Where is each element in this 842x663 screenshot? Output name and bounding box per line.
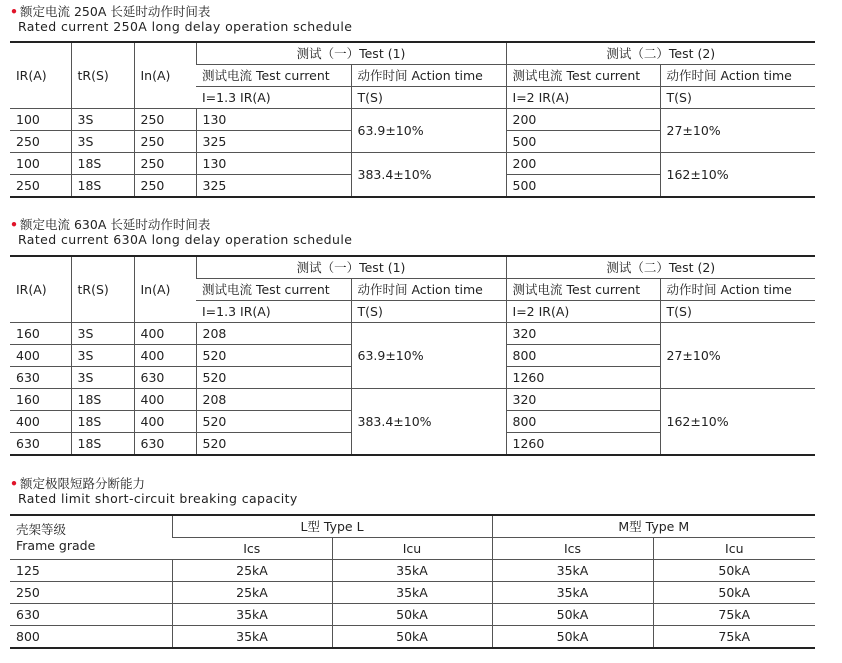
tr-cell: 3S (71, 109, 134, 131)
table-250a (10, 41, 815, 198)
test-current-header: 测试电流 Test current (196, 65, 351, 87)
test-current-cell: 130 (196, 109, 351, 131)
ts-label: T(S) (660, 87, 815, 109)
table-630a (10, 255, 815, 456)
l-ics-cell: 35kA (172, 604, 332, 626)
section2-title-zh: 额定电流 630A 长延时动作时间表 (20, 217, 211, 232)
tr-cell: 18S (71, 153, 134, 175)
tr-cell: 18S (71, 389, 134, 411)
in-cell: 400 (134, 389, 196, 411)
frame-cell: 125 (10, 560, 172, 582)
formula2: I=2 IR(A) (506, 301, 660, 323)
test2-header: 测试（二）Test (2) (506, 42, 815, 65)
test-current-cell: 208 (196, 323, 351, 345)
ir-cell: 250 (10, 131, 71, 153)
ir-cell: 160 (10, 323, 71, 345)
icu-header: Icu (653, 538, 815, 560)
l-icu-cell: 50kA (332, 626, 492, 649)
test-current-cell: 325 (196, 175, 351, 198)
m-icu-cell: 50kA (653, 582, 815, 604)
bullet-icon: • (10, 476, 18, 491)
l-ics-cell: 35kA (172, 626, 332, 649)
frame-grade-zh: 壳架等级 (16, 521, 67, 537)
m-icu-cell: 75kA (653, 604, 815, 626)
table-row (10, 153, 815, 175)
tr-cell: 3S (71, 323, 134, 345)
tr-cell: 3S (71, 131, 134, 153)
m-icu-cell: 50kA (653, 560, 815, 582)
ts-label: T(S) (351, 301, 506, 323)
test-current-header: 测试电流 Test current (506, 279, 660, 301)
ir-header: IR(A) (10, 256, 71, 323)
l-icu-cell: 35kA (332, 582, 492, 604)
frame-cell: 250 (10, 582, 172, 604)
tr-header: tR(S) (71, 42, 134, 109)
test-current-cell: 520 (196, 433, 351, 456)
ir-cell: 160 (10, 389, 71, 411)
section3-title-en: Rated limit short-circuit breaking capacity (18, 491, 298, 506)
action-time-cell: 383.4±10% (351, 153, 506, 198)
formula1: I=1.3 IR(A) (196, 87, 351, 109)
test1-header: 测试（一）Test (1) (196, 256, 506, 279)
section3-title (10, 476, 298, 506)
test-current-cell: 500 (506, 131, 660, 153)
action-time-header: 动作时间 Action time (660, 65, 815, 87)
m-icu-cell: 75kA (653, 626, 815, 649)
ir-cell: 400 (10, 345, 71, 367)
table-row (10, 389, 815, 411)
action-time-cell: 27±10% (660, 109, 815, 153)
in-cell: 630 (134, 433, 196, 456)
test-current-cell: 800 (506, 345, 660, 367)
in-cell: 400 (134, 323, 196, 345)
frame-grade-en: Frame grade (16, 537, 96, 553)
in-header: In(A) (134, 42, 196, 109)
tr-header: tR(S) (71, 256, 134, 323)
test-current-cell: 500 (506, 175, 660, 198)
ts-label: T(S) (660, 301, 815, 323)
tr-cell: 18S (71, 411, 134, 433)
test-current-cell: 320 (506, 389, 660, 411)
type-m-header: M型 Type M (492, 515, 815, 538)
action-time-header: 动作时间 Action time (351, 65, 506, 87)
ics-header: Ics (172, 538, 332, 560)
test-current-cell: 1260 (506, 433, 660, 456)
in-cell: 250 (134, 153, 196, 175)
test-current-header: 测试电流 Test current (196, 279, 351, 301)
section3-title-zh: 额定极限短路分断能力 (20, 476, 146, 491)
section1-title-zh: 额定电流 250A 长延时动作时间表 (20, 4, 211, 19)
table-row (10, 626, 815, 649)
l-icu-cell: 50kA (332, 604, 492, 626)
type-l-header: L型 Type L (172, 515, 492, 538)
ir-cell: 630 (10, 367, 71, 389)
in-cell: 250 (134, 109, 196, 131)
action-time-cell: 63.9±10% (351, 109, 506, 153)
test-current-cell: 200 (506, 109, 660, 131)
action-time-cell: 27±10% (660, 323, 815, 389)
formula2: I=2 IR(A) (506, 87, 660, 109)
tr-cell: 18S (71, 175, 134, 198)
test-current-cell: 520 (196, 345, 351, 367)
ics-header: Ics (492, 538, 653, 560)
test-current-cell: 800 (506, 411, 660, 433)
test-current-cell: 320 (506, 323, 660, 345)
section1-title-en: Rated current 250A long delay operation schedule (18, 19, 353, 34)
formula1: I=1.3 IR(A) (196, 301, 351, 323)
test-current-cell: 200 (506, 153, 660, 175)
in-header: In(A) (134, 256, 196, 323)
ir-header: IR(A) (10, 42, 71, 109)
in-cell: 400 (134, 345, 196, 367)
m-ics-cell: 50kA (492, 626, 653, 649)
ir-cell: 630 (10, 433, 71, 456)
table-breaking-capacity (10, 514, 815, 649)
icu-header: Icu (332, 538, 492, 560)
test-current-cell: 520 (196, 411, 351, 433)
bullet-icon: • (10, 217, 18, 232)
table-row (10, 582, 815, 604)
action-time-cell: 162±10% (660, 389, 815, 456)
action-time-cell: 162±10% (660, 153, 815, 198)
l-ics-cell: 25kA (172, 560, 332, 582)
action-time-header: 动作时间 Action time (351, 279, 506, 301)
table-row (10, 604, 815, 626)
action-time-header: 动作时间 Action time (660, 279, 815, 301)
in-cell: 250 (134, 131, 196, 153)
section2-title (10, 217, 352, 247)
in-cell: 400 (134, 411, 196, 433)
section1-title (10, 4, 352, 34)
test1-header: 测试（一）Test (1) (196, 42, 506, 65)
test-current-header: 测试电流 Test current (506, 65, 660, 87)
ir-cell: 400 (10, 411, 71, 433)
test2-header: 测试（二）Test (2) (506, 256, 815, 279)
ir-cell: 100 (10, 109, 71, 131)
l-ics-cell: 25kA (172, 582, 332, 604)
tr-cell: 3S (71, 345, 134, 367)
test-current-cell: 208 (196, 389, 351, 411)
test-current-cell: 325 (196, 131, 351, 153)
tr-cell: 18S (71, 433, 134, 456)
m-ics-cell: 35kA (492, 582, 653, 604)
tr-cell: 3S (71, 367, 134, 389)
in-cell: 250 (134, 175, 196, 198)
m-ics-cell: 35kA (492, 560, 653, 582)
frame-grade-header (10, 515, 172, 560)
section2-title-en: Rated current 630A long delay operation schedule (18, 232, 353, 247)
table-row (10, 323, 815, 345)
ir-cell: 250 (10, 175, 71, 198)
in-cell: 630 (134, 367, 196, 389)
ir-cell: 100 (10, 153, 71, 175)
test-current-cell: 520 (196, 367, 351, 389)
ts-label: T(S) (351, 87, 506, 109)
l-icu-cell: 35kA (332, 560, 492, 582)
test-current-cell: 1260 (506, 367, 660, 389)
frame-cell: 630 (10, 604, 172, 626)
frame-cell: 800 (10, 626, 172, 649)
action-time-cell: 63.9±10% (351, 323, 506, 389)
table-row (10, 109, 815, 131)
test-current-cell: 130 (196, 153, 351, 175)
table-row (10, 560, 815, 582)
m-ics-cell: 50kA (492, 604, 653, 626)
action-time-cell: 383.4±10% (351, 389, 506, 456)
bullet-icon: • (10, 4, 18, 19)
